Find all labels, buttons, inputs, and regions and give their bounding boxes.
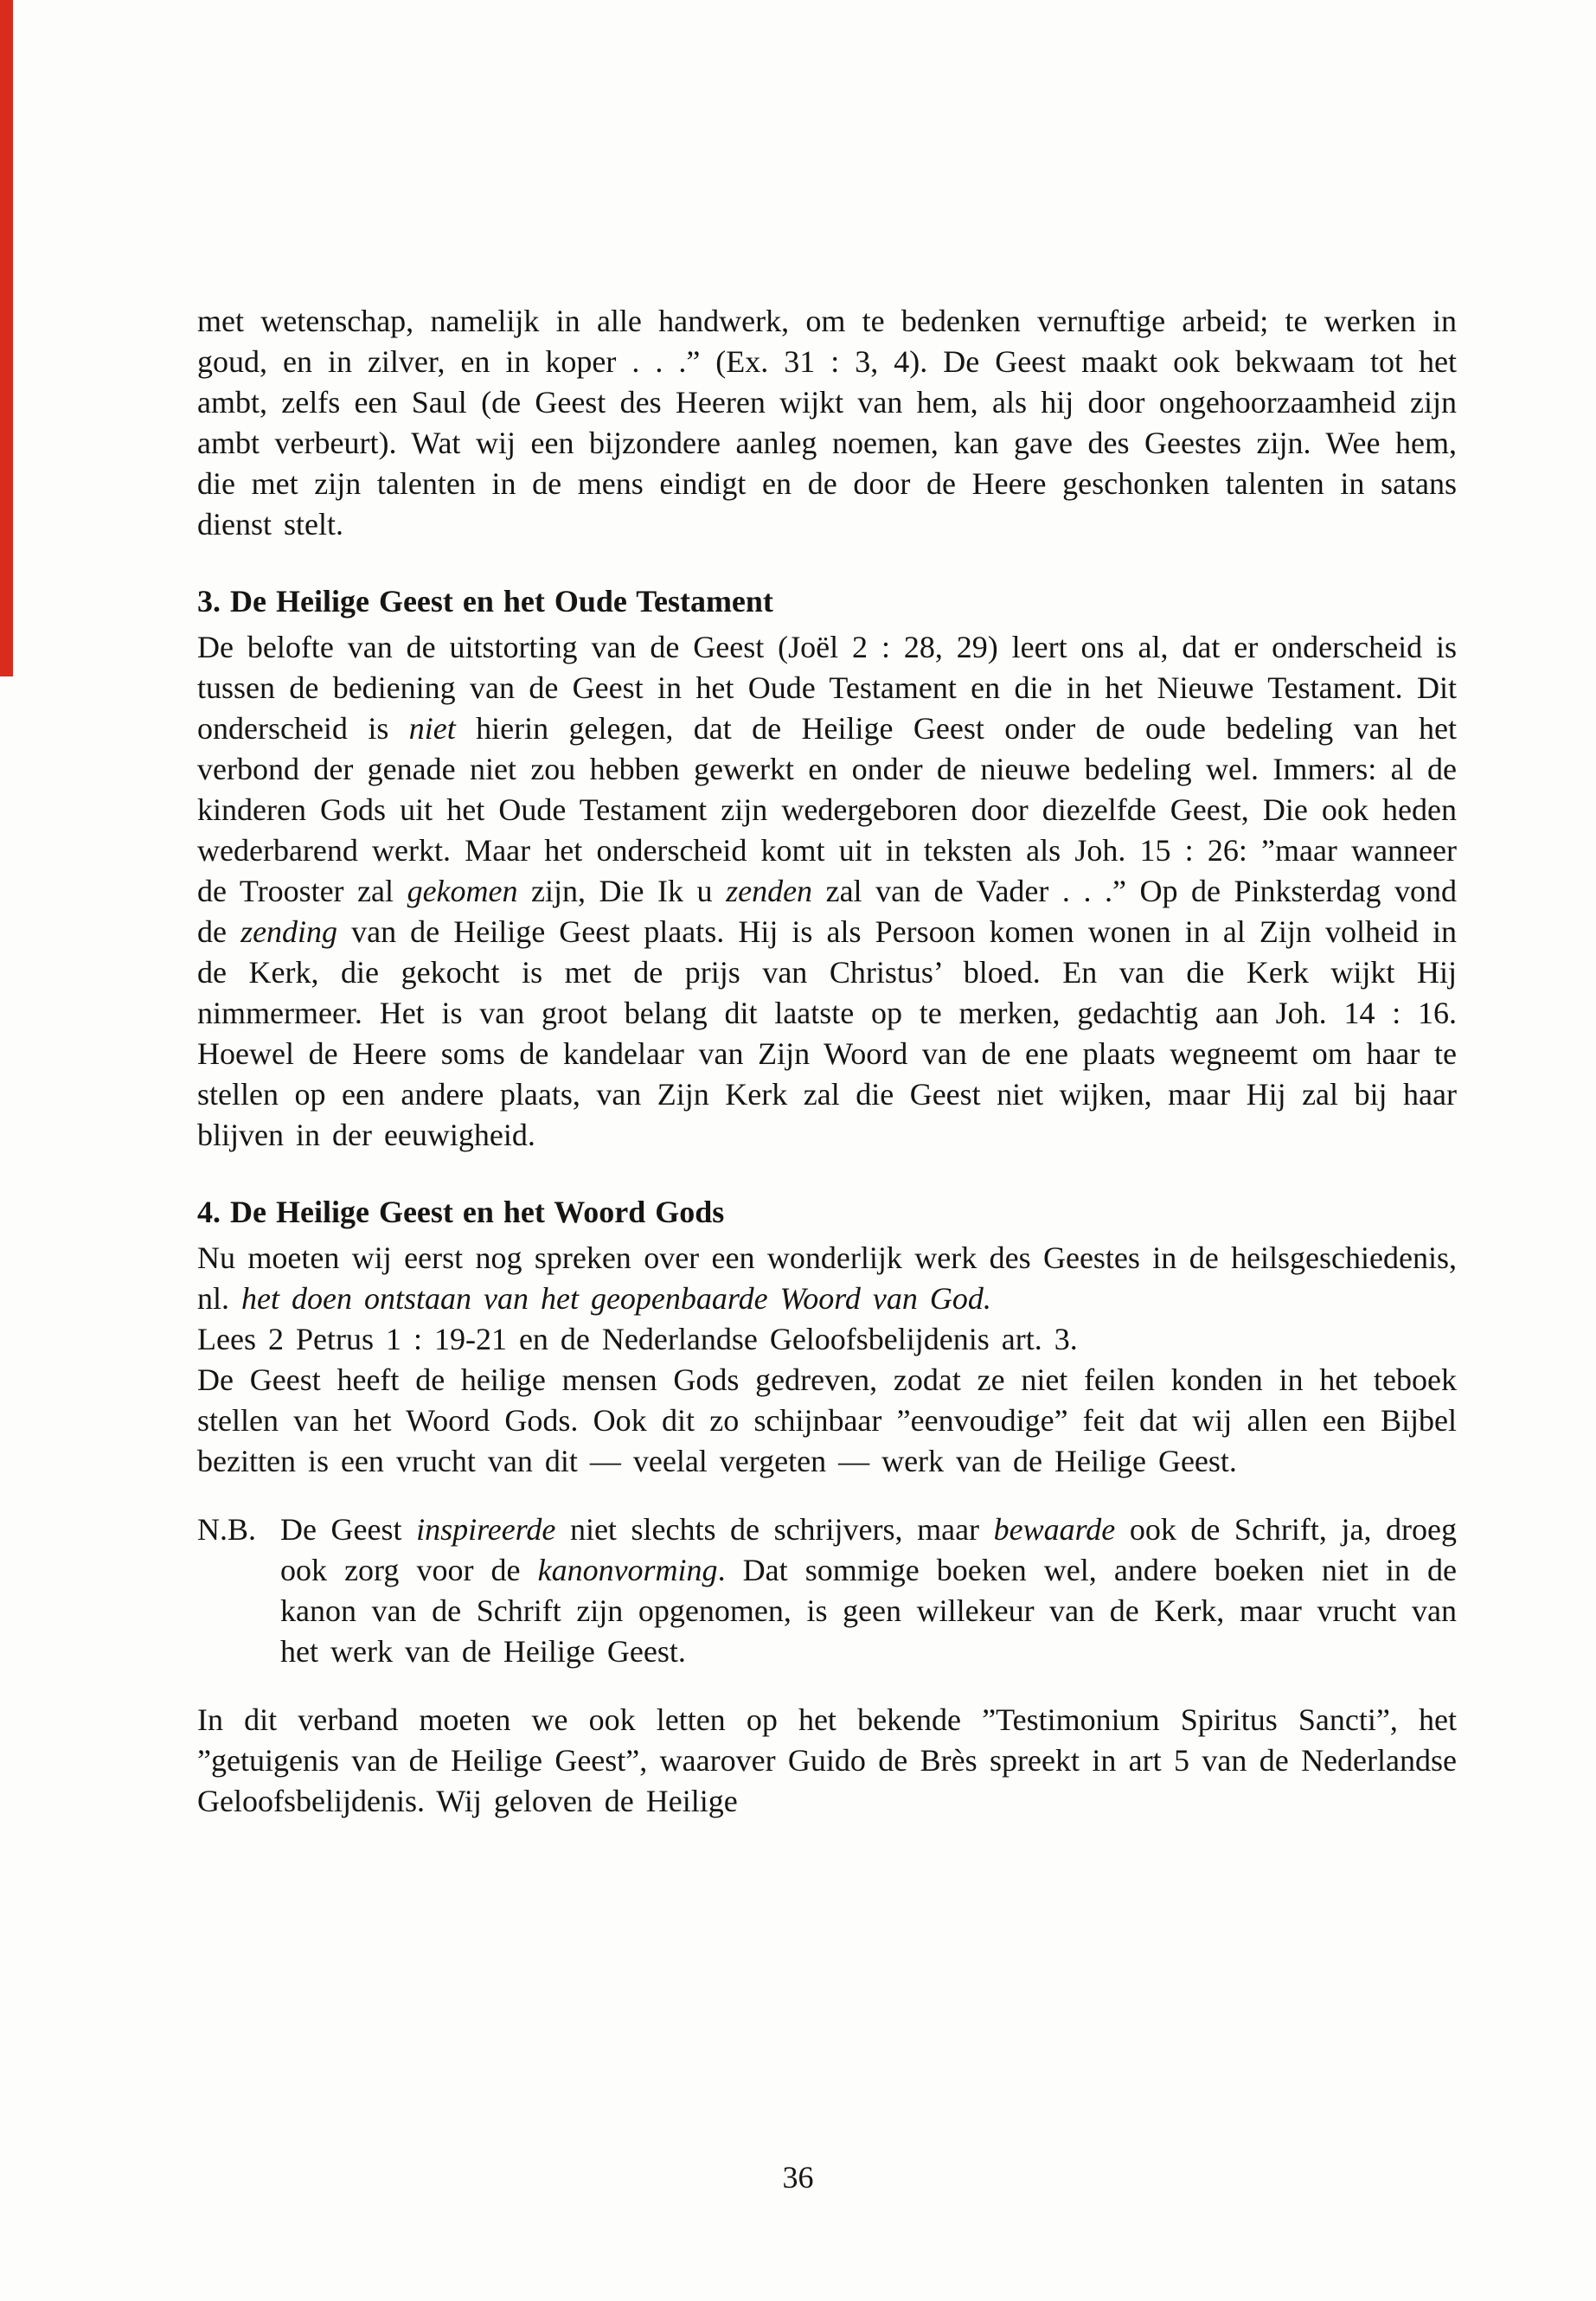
emphasis-run: gekomen <box>407 874 518 908</box>
text-run: zijn, Die Ik u <box>517 874 727 908</box>
section-heading-3: 3. De Heilige Geest en het Oude Testament <box>197 584 773 619</box>
text-run: In dit verband moeten we ook letten op het bekende ”Testimonium Spiritus Sancti”, het ”getuigenis van de Heilige Geest”, waarover Guido de Brès spreekt in art 5 van de Nederlandse Geloofsbelijdenis. Wij geloven de Heilige <box>197 1702 1457 1818</box>
emphasis-run: zenden <box>726 874 813 908</box>
text-run: De Geest <box>280 1512 417 1547</box>
emphasis-run: niet <box>408 711 456 746</box>
emphasis-run: kanonvorming <box>537 1553 718 1587</box>
paragraph-geest-gedreven <box>197 1360 1457 1482</box>
paragraph-continuation <box>197 301 1457 545</box>
text-block <box>197 301 1457 1822</box>
emphasis-run: bewaarde <box>993 1512 1116 1547</box>
text-run: Nu moeten wij eerst nog spreken over een wonderlijk werk des Geestes in de heilsgeschiedenis, nl. <box>197 1240 1457 1316</box>
scan-edge-artifact <box>0 0 13 676</box>
text-run: . Dat sommige boeken wel, andere boeken niet in de kanon van de Schrift zijn opgenomen, is geen willekeur van de Kerk, maar vrucht van het werk van de Heilige Geest. <box>280 1553 1457 1669</box>
text-run: Lees 2 Petrus 1 : 19-21 en de Nederlandse Geloofsbelijdenis art. 3. <box>197 1322 1078 1356</box>
text-run: zal van de Vader . . .” Op de Pinksterdag vond de <box>197 874 1458 949</box>
text-run: De Geest heeft de heilige mensen Gods gedreven, zodat ze niet feilen konden in het teboek stellen van het Woord Gods. Ook dit zo schijnbaar ”eenvoudige” feit dat wij allen een Bijbel bezitten is een vrucht van dit — veelal vergeten — werk van de Heilige Geest. <box>197 1362 1457 1478</box>
text-run: ook de Schrift, ja, droeg ook zorg voor de <box>280 1512 1457 1587</box>
emphasis-run: zending <box>240 914 338 949</box>
paragraph-word-intro <box>197 1238 1457 1319</box>
nb-label: N.B. <box>197 1512 257 1547</box>
text-run: De belofte van de uitstorting van de Geest (Joël 2 : 28, 29) leert ons al, dat er onderscheid is tussen de bediening van de Geest in het Oude Testament en die in het Nieuwe Testament. Dit onderscheid is <box>197 630 1457 746</box>
paragraph-testimonium <box>197 1700 1457 1822</box>
text-run: niet slechts de schrijvers, maar <box>555 1512 994 1547</box>
text-run: van de Heilige Geest plaats. Hij is als Persoon komen wonen in al Zijn volheid in de Kerk, die gekocht is met de prijs van Christus’ bloed. En van die Kerk wijkt Hij nimmermeer. Het is van groot belang dit laatste op te merken, gedachtig aan Joh. 14 : 16. Hoewel de Heere soms de kandelaar van Zijn Woord van de ene plaats wegneemt om haar te stellen op een andere plaats, van Zijn Kerk zal die Geest niet wijken, maar Hij zal bij haar blijven in der eeuwigheid. <box>197 914 1457 1152</box>
section-heading-4: 4. De Heilige Geest en het Woord Gods <box>197 1195 725 1229</box>
text-run: hierin gelegen, dat de Heilige Geest onder de oude bedeling van het verbond der genade niet zou hebben gewerkt en onder de nieuwe bedeling wel. Immers: al de kinderen Gods uit het Oude Testament zijn wedergeboren door diezelfde Geest, Die ook heden wederbarend werkt. Maar het onderscheid komt uit in teksten als Joh. 15 : 26: ”maar wanneer de Trooster zal <box>197 711 1458 908</box>
text-run: met wetenschap, namelijk in alle handwerk, om te bedenken vernuftige arbeid; te werken in goud, en in zilver, en in koper . . .” (Ex. 31 : 3, 4). De Geest maakt ook bekwaam tot het ambt, zelfs een Saul (de Geest des Heeren wijkt van hem, als hij door ongehoorzaamheid zijn ambt verbeurt). Wat wij een bijzondere aanleg noemen, kan gave des Geestes zijn. Wee hem, die met zijn talenten in de mens eindigt en de door de Heere geschonken talenten in satans dienst stelt. <box>197 304 1457 542</box>
paragraph-nb <box>197 1509 1457 1672</box>
emphasis-run: inspireerde <box>416 1512 556 1547</box>
paragraph-old-testament <box>197 627 1457 1156</box>
page-number: 36 <box>782 2160 814 2195</box>
paragraph-lees <box>197 1319 1457 1360</box>
emphasis-run: het doen ontstaan van het geopenbaarde Woord van God. <box>241 1281 991 1316</box>
